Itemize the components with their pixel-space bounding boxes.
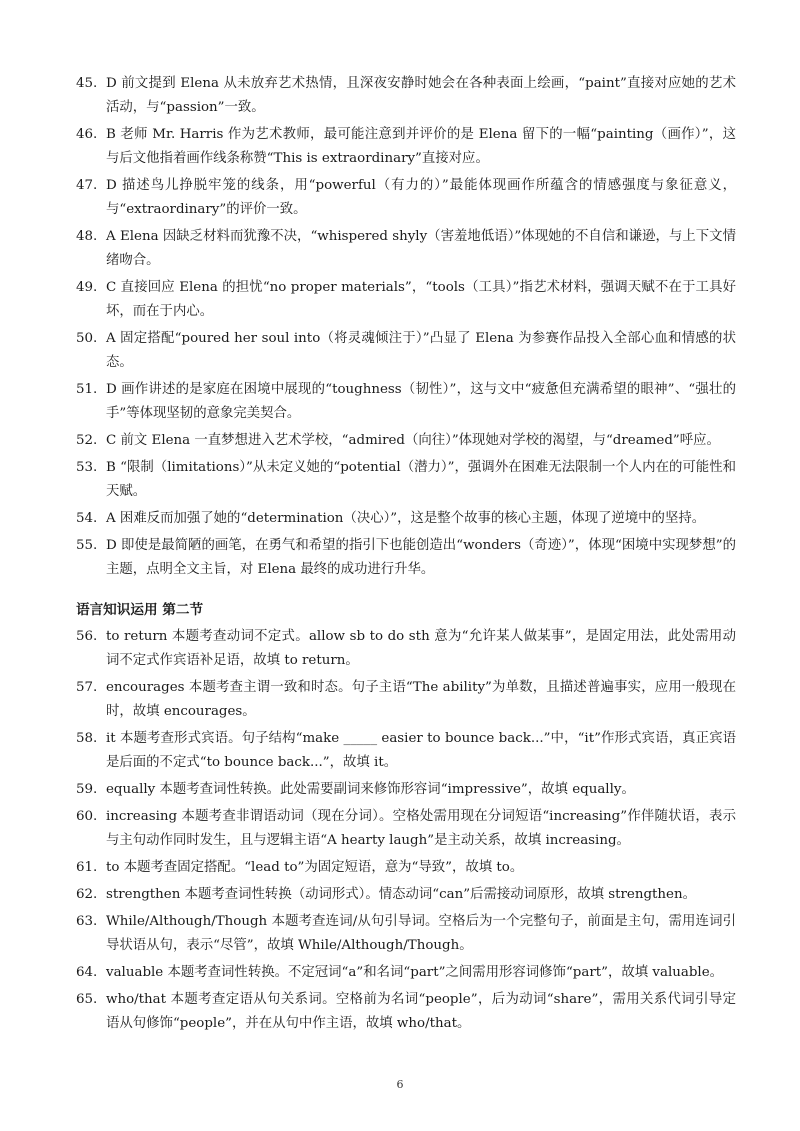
answer-number: 50. — [76, 331, 98, 346]
answer-item — [76, 429, 736, 453]
answer-explanation: valuable 本题考查词性转换。不定冠词“a”和名词“part”之间需用形容词修饰“part”，故填 valuable。 — [106, 965, 724, 980]
answer-number: 49. — [76, 280, 98, 295]
answer-number: 62. — [76, 887, 98, 902]
answer-item — [76, 378, 736, 426]
answer-explanation: A 困难反而加强了她的“determination（决心）”，这是整个故事的核心主题，体现了逆境中的坚持。 — [106, 511, 706, 526]
page-number: 6 — [396, 1078, 404, 1091]
reading-cloze-answers — [76, 72, 736, 582]
answer-item — [76, 856, 736, 880]
answer-item — [76, 72, 736, 120]
answer-explanation: D 画作讲述的是家庭在困境中展现的“toughness（韧性）”，这与文中“疲惫但充满希望的眼神”、“强壮的手”等体现坚韧的意象完美契合。 — [106, 382, 736, 421]
answer-number: 64. — [76, 965, 98, 980]
answer-explanation: A 固定搭配“poured her soul into（将灵魂倾注于）”凸显了 Elena 为参赛作品投入全部心血和情感的状态。 — [106, 331, 736, 370]
answer-explanation: to return 本题考查动词不定式。allow sb to do sth 意为“允许某人做某事”，是固定用法，此处需用动词不定式作宾语补足语，故填 to return。 — [106, 629, 736, 668]
answer-item — [76, 507, 736, 531]
answer-explanation: D 描述鸟儿挣脱牢笼的线条，用“powerful（有力的）”最能体现画作所蕴含的情感强度与象征意义，与“extraordinary”的评价一致。 — [106, 178, 736, 217]
answer-number: 56. — [76, 629, 98, 644]
answer-item — [76, 456, 736, 504]
answer-item — [76, 961, 736, 985]
answer-item — [76, 276, 736, 324]
answer-number: 58. — [76, 731, 98, 746]
answer-number: 60. — [76, 809, 98, 824]
answer-explanation: D 即使是最简陋的画笔，在勇气和希望的指引下也能创造出“wonders（奇迹）”，体现“困境中实现梦想”的主题，点明全文主旨，对 Elena 最终的成功进行升华。 — [106, 538, 736, 577]
answer-item — [76, 910, 736, 958]
answer-item — [76, 805, 736, 853]
answer-item — [76, 123, 736, 171]
answer-explanation: who/that 本题考查定语从句关系词。空格前为名词“people”，后为动词“share”，需用关系代词引导定语从句修饰“people”，并在从句中作主语，故填 who/that。 — [106, 992, 736, 1031]
answer-number: 53. — [76, 460, 98, 475]
answer-item — [76, 676, 736, 724]
answer-item — [76, 988, 736, 1036]
answer-explanation: While/Although/Though 本题考查连词/从句引导词。空格后为一个完整句子，前面是主句，需用连词引导状语从句，表示“尽管”，故填 While/Although/Though。 — [106, 914, 736, 953]
answer-number: 46. — [76, 127, 98, 142]
answer-item — [76, 778, 736, 802]
answer-number: 55. — [76, 538, 98, 553]
answer-item — [76, 534, 736, 582]
answer-explanation: D 前文提到 Elena 从未放弃艺术热情，且深夜安静时她会在各种表面上绘画，“paint”直接对应她的艺术活动，与“passion”一致。 — [106, 76, 736, 115]
answer-number: 61. — [76, 860, 98, 875]
answer-explanation: encourages 本题考查主谓一致和时态。句子主语“The ability”为单数，且描述普遍事实，应用一般现在时，故填 encourages。 — [106, 680, 736, 719]
answer-number: 52. — [76, 433, 98, 448]
answer-number: 54. — [76, 511, 98, 526]
answer-item — [76, 883, 736, 907]
answer-item — [76, 225, 736, 273]
answer-item — [76, 727, 736, 775]
answer-number: 47. — [76, 178, 98, 193]
answer-number: 48. — [76, 229, 98, 244]
answer-item — [76, 174, 736, 222]
answer-number: 65. — [76, 992, 98, 1007]
answer-number: 45. — [76, 76, 98, 91]
answer-explanation: to 本题考查固定搭配。“lead to”为固定短语，意为“导致”，故填 to。 — [106, 860, 524, 875]
answer-number: 63. — [76, 914, 98, 929]
answer-item — [76, 327, 736, 375]
answer-number: 59. — [76, 782, 98, 797]
answer-explanation: increasing 本题考查非谓语动词（现在分词）。空格处需用现在分词短语“increasing”作伴随状语，表示与主句动作同时发生，且与逻辑主语“A hearty laugh”是主动关系，故填 increasing。 — [106, 809, 736, 848]
grammar-fill-answers — [76, 625, 736, 1036]
answer-explanation: equally 本题考查词性转换。此处需要副词来修饰形容词“impressive”，故填 equally。 — [106, 782, 635, 797]
answer-explanation: it 本题考查形式宾语。句子结构“make _____ easier to bounce back...”中，“it”作形式宾语，真正宾语是后面的不定式“to bounce back...”，故填 it。 — [106, 731, 736, 770]
answer-explanation: strengthen 本题考查词性转换（动词形式）。情态动词“can”后需接动词原形，故填 strengthen。 — [106, 887, 696, 902]
answer-explanation: B 老师 Mr. Harris 作为艺术教师，最可能注意到并评价的是 Elena 留下的一幅“painting（画作）”，这与后文他指着画作线条称赞“This is extraordinary”直接对应。 — [106, 127, 736, 166]
answer-explanation: C 前文 Elena 一直梦想进入艺术学校，“admired（向往）”体现她对学校的渴望，与“dreamed”呼应。 — [106, 433, 720, 448]
answer-key-page — [76, 72, 736, 1039]
answer-explanation: A Elena 因缺乏材料而犹豫不决，“whispered shyly（害羞地低语）”体现她的不自信和谦逊，与上下文情绪吻合。 — [106, 229, 736, 268]
answer-number: 57. — [76, 680, 98, 695]
answer-explanation: C 直接回应 Elena 的担忧“no proper materials”，“tools（工具）”指艺术材料，强调天赋不在于工具好坏，而在于内心。 — [106, 280, 736, 319]
answer-item — [76, 625, 736, 673]
section-title: 语言知识运用 第二节 — [76, 602, 204, 618]
answer-explanation: B “限制（limitations）”从未定义她的“potential（潜力）”，强调外在困难无法限制一个人内在的可能性和天赋。 — [106, 460, 736, 499]
answer-number: 51. — [76, 382, 98, 397]
